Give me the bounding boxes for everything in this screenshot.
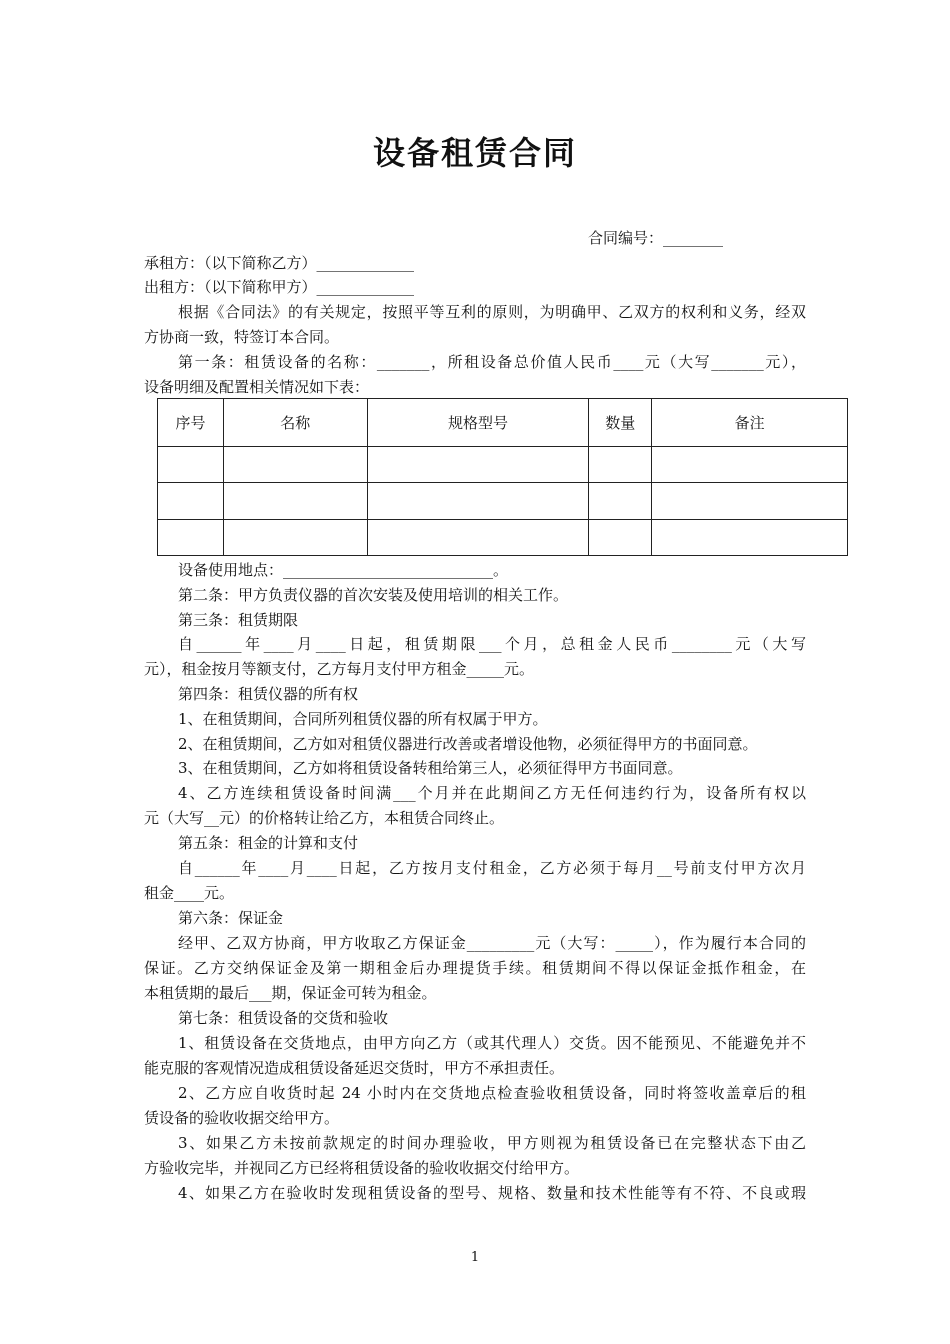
article-2: 第二条：甲方负责仪器的首次安装及使用培训的相关工作。 [178, 586, 569, 604]
article-6-line-3 [144, 983, 437, 1003]
table-row [158, 483, 848, 519]
article-7-item-3-line-2: 方验收完毕，并视同乙方已经将租赁设备的验收收据交付给甲方。 [144, 1159, 580, 1177]
text-span: 月 [293, 635, 316, 653]
article-6-line-2: 保证。乙方交纳保证金及第一期租金后办理提货手续。租赁期间不得以保证金抵作租金，在 [144, 959, 806, 977]
blank-span: ____ [174, 884, 205, 902]
table-cell [652, 447, 848, 483]
blank-span: ____ [315, 635, 346, 653]
table-row [158, 519, 848, 555]
article-7-item-1-line-2: 能克服的客观情况造成租赁设备延迟交货时，甲方不承担责任。 [144, 1059, 565, 1077]
blank-span: ____ [258, 859, 289, 877]
text-span: 个月，总租金人民币 [501, 635, 672, 653]
text-span: 元（大写 [144, 809, 205, 827]
table-cell [367, 483, 589, 519]
text-span: 元（大写： [534, 934, 616, 952]
document-title: 设备租赁合同 [372, 134, 577, 172]
blank-span: _____ [466, 660, 505, 678]
article-1-text-2: ，所租设备总价值人民币 [429, 353, 614, 371]
article-4-item-4-line-1 [178, 783, 806, 803]
text-span: ），作为履行本合同的 [653, 934, 806, 952]
article-5-heading: 第五条：租金的计算和支付 [178, 834, 359, 852]
article-1-blank-3: _______ [711, 353, 764, 371]
column-header: 规格型号 [367, 399, 589, 447]
text-span: 号前支付甲方次月 [671, 859, 806, 877]
article-1-line-2: 设备明细及配置相关情况如下表： [144, 378, 370, 396]
column-header: 备注 [652, 399, 848, 447]
table-cell [223, 519, 367, 555]
location-label: 设备使用地点： [178, 561, 284, 579]
blank-span: ______ [194, 859, 240, 877]
text-span: 年 [241, 635, 264, 653]
blank-span: _________ [466, 934, 535, 952]
lessor-label: 出租方：（以下简称甲方） [144, 278, 317, 296]
lessor-line [144, 277, 414, 297]
text-span: 4、乙方连续租赁设备时间满 [178, 784, 394, 802]
table-cell [223, 447, 367, 483]
location-blank: ____________________________ [283, 561, 494, 579]
text-span: 元（大写 [731, 635, 806, 653]
article-7-item-2-line-2: 赁设备的验收收据交给甲方。 [144, 1109, 340, 1127]
table-cell [367, 519, 589, 555]
column-header: 序号 [158, 399, 224, 447]
article-4-item-3: 3、在租赁期间，乙方如将租赁设备转租给第三人，必须征得甲方书面同意。 [178, 759, 683, 777]
column-header: 名称 [223, 399, 367, 447]
table-cell [589, 519, 652, 555]
article-1-text-3: 元（大写 [643, 353, 712, 371]
table-cell [158, 519, 224, 555]
blank-span: ___ [249, 984, 272, 1002]
table-cell [158, 447, 224, 483]
text-span: 月 [288, 859, 307, 877]
article-1-blank-2: ____ [613, 353, 644, 371]
text-span: 自 [178, 635, 197, 653]
article-1-line-1 [178, 352, 806, 372]
text-span: 日起，乙方按月支付租金，乙方必须于每月 [336, 859, 657, 877]
contract-number-blank: ________ [663, 229, 724, 247]
table-cell [589, 447, 652, 483]
text-span: 本租赁期的最后 [144, 984, 250, 1002]
column-header: 数量 [589, 399, 652, 447]
text-span: 日起，租赁期限 [345, 635, 479, 653]
article-4-item-2: 2、在租赁期间，乙方如对租赁仪器进行改善或者增设他物，必须征得甲方的书面同意。 [178, 735, 758, 753]
blank-span: ___ [393, 784, 416, 802]
blank-span: __ [204, 809, 220, 827]
table-cell [589, 483, 652, 519]
article-5-line-2 [144, 883, 234, 903]
table-cell [223, 483, 367, 519]
article-3-line-2 [144, 659, 534, 679]
contract-number-label: 合同编号： [588, 229, 664, 247]
blank-span: __ [656, 859, 672, 877]
blank-span: ________ [671, 635, 732, 653]
article-6-line-1 [178, 933, 806, 953]
intro-line-2: 方协商一致，特签订本合同。 [144, 328, 340, 346]
blank-span: ______ [196, 635, 242, 653]
article-7-item-2-line-1: 2、乙方应自收货时起 24 小时内在交货地点检查验收租赁设备，同时将签收盖章后的租 [178, 1084, 806, 1102]
article-7-heading: 第七条：租赁设备的交货和验收 [178, 1009, 389, 1027]
text-span: 元。 [504, 660, 535, 678]
article-1-blank-1: _______ [376, 353, 430, 371]
text-span: 自 [178, 859, 195, 877]
lessee-blank: _____________ [316, 254, 415, 272]
blank-span: ___ [478, 635, 502, 653]
article-1-text-4: 元）， [763, 353, 806, 371]
lessee-line [144, 253, 414, 273]
table-cell [652, 483, 848, 519]
article-7-item-1-line-1: 1、租赁设备在交货地点，由甲方向乙方（或其代理人）交货。因不能预见、不能避免并不 [178, 1034, 806, 1052]
text-span: 期，保证金可转为租金。 [271, 984, 437, 1002]
location-end: 。 [493, 561, 509, 579]
blank-span: ____ [306, 859, 337, 877]
article-1-text-1: 第一条：租赁设备的名称： [178, 353, 377, 371]
article-7-item-3-line-1: 3、如果乙方未按前款规定的时间办理验收，甲方则视为租赁设备已在完整状态下由乙 [178, 1134, 806, 1152]
article-3-line-1 [178, 634, 806, 654]
page-number: 1 [470, 1250, 480, 1265]
contract-number [588, 228, 723, 248]
text-span: 年 [239, 859, 259, 877]
article-4-item-4-line-2 [144, 808, 504, 828]
blank-span: ____ [263, 635, 294, 653]
blank-span: _____ [615, 934, 654, 952]
text-span: 租金 [144, 884, 175, 902]
table-cell [367, 447, 589, 483]
article-4-heading: 第四条：租赁仪器的所有权 [178, 685, 359, 703]
article-4-item-1: 1、在租赁期间，合同所列租赁仪器的所有权属于甲方。 [178, 710, 548, 728]
lessor-blank: _____________ [316, 278, 415, 296]
lessee-label: 承租方：（以下简称乙方） [144, 254, 317, 272]
article-3-heading: 第三条：租赁期限 [178, 611, 299, 629]
location-line [178, 560, 508, 580]
equipment-table [157, 398, 848, 556]
article-6-heading: 第六条：保证金 [178, 909, 284, 927]
text-span: 元），租金按月等额支付，乙方每月支付甲方租金 [144, 660, 467, 678]
table-row [158, 447, 848, 483]
table-header-row [158, 399, 848, 447]
text-span: 元。 [204, 884, 235, 902]
table-cell [158, 483, 224, 519]
text-span: 元）的价格转让给乙方，本租赁合同终止。 [219, 809, 505, 827]
article-7-item-4-line-1: 4、如果乙方在验收时发现租赁设备的型号、规格、数量和技术性能等有不符、不良或瑕 [178, 1184, 806, 1202]
article-5-line-1 [178, 858, 806, 878]
table-cell [652, 519, 848, 555]
text-span: 个月并在此期间乙方无任何违约行为，设备所有权以 [415, 784, 806, 802]
text-span: 经甲、乙双方协商，甲方收取乙方保证金 [178, 934, 467, 952]
intro-line-1: 根据《合同法》的有关规定，按照平等互利的原则，为明确甲、乙双方的权利和义务，经双 [178, 303, 806, 321]
